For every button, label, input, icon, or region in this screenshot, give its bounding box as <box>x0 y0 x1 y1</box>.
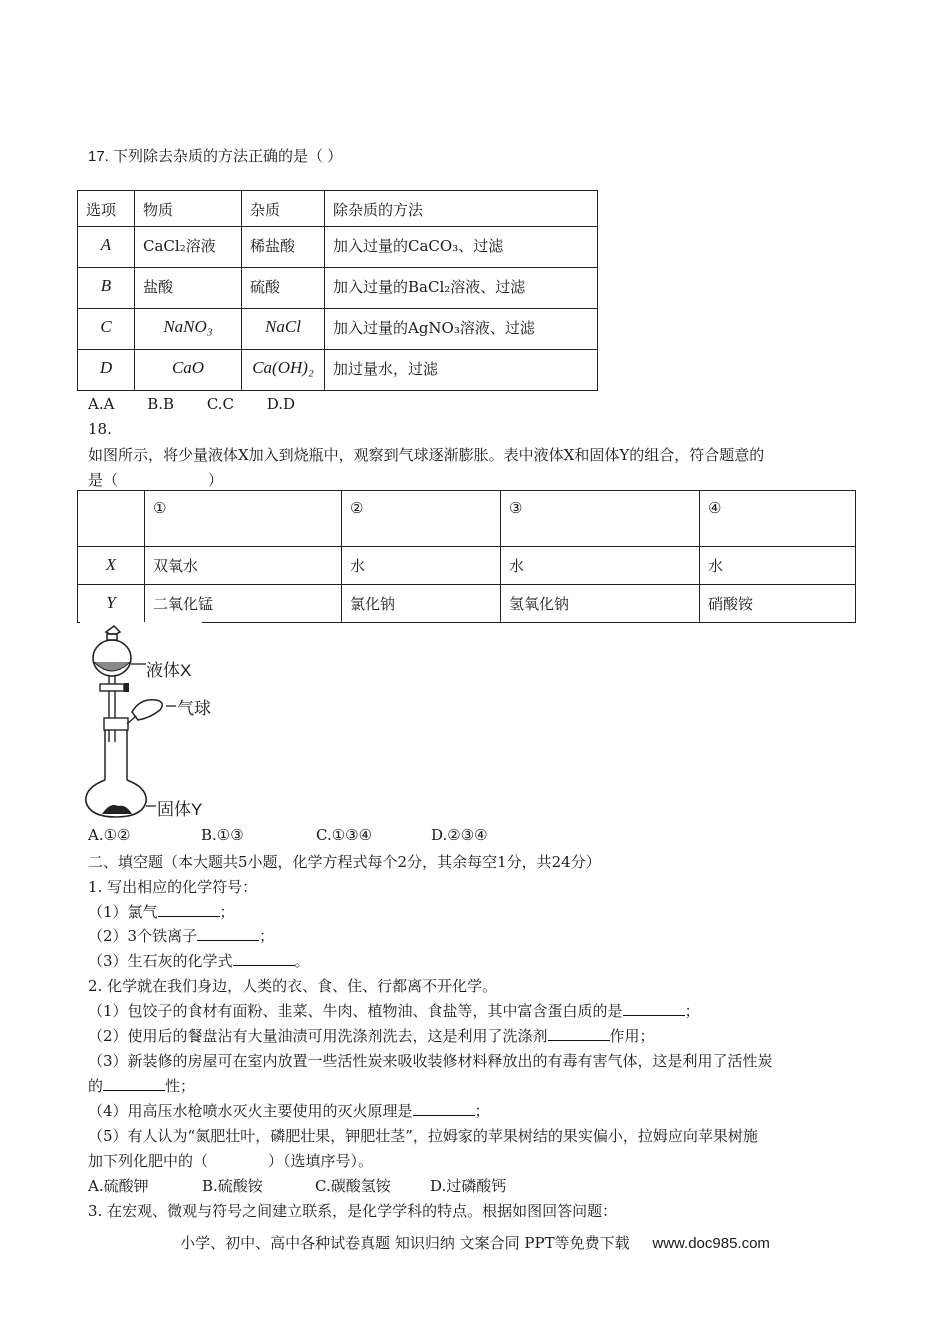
q2-part-text: （2）使用后的餐盘沾有大量油渍可用洗涤剂洗去，这是利用了洗涤剂 <box>88 1027 548 1045</box>
q17-option-cell: D <box>78 350 135 391</box>
choice-b[interactable]: B.①③ <box>201 826 244 844</box>
q2-part <box>88 1025 655 1046</box>
q18-number: 18. <box>88 420 112 438</box>
choice-a[interactable]: A.A <box>88 395 115 413</box>
q18-header-cell: ④ <box>700 491 856 547</box>
q18-row-label: Y <box>78 585 145 623</box>
choice-a[interactable]: A.①② <box>88 826 131 844</box>
q17-header-cell: 杂质 <box>242 191 325 227</box>
q1-item-tail: 。 <box>294 952 310 970</box>
table-row <box>78 268 598 309</box>
q2-part: （3）新装修的房屋可在室内放置一些活性炭来吸收装修材料释放出的有毒有害气体，这是利用了活性炭 <box>88 1052 773 1070</box>
footer-site-link[interactable]: www.doc985.com <box>652 1235 770 1252</box>
q2-part-text: 的 <box>88 1077 104 1095</box>
q3-stem: 3. 在宏观、微观与符号之间建立联系，是化学学科的特点。根据如图回答问题： <box>88 1202 618 1220</box>
q18-header-cell: ② <box>342 491 501 547</box>
q18-cell: 水 <box>342 547 501 585</box>
q17-substance-cell: 盐酸 <box>135 268 242 309</box>
q2-part-tail: ； <box>474 1102 490 1120</box>
q1-item-text: （1）氯气 <box>88 903 158 921</box>
label-balloon: 气球 <box>177 699 211 718</box>
q18-cell: 氢氧化钠 <box>501 585 700 623</box>
q18-stem-cont: 是（ ） <box>88 471 224 489</box>
answer-blank[interactable] <box>548 1026 610 1041</box>
q17-impurity-cell: NaCl <box>242 309 325 350</box>
table-row <box>78 547 856 585</box>
section-title: 二、填空题（本大题共5小题，化学方程式每个2分，其余每空1分，共24分） <box>88 853 601 871</box>
choice-a[interactable]: A.硫酸钾 <box>88 1177 149 1195</box>
q18-cell: 水 <box>700 547 856 585</box>
answer-blank[interactable] <box>103 1076 165 1091</box>
label-liquid-x: 液体X <box>146 661 192 680</box>
table-row <box>78 227 598 268</box>
q17-method-cell: 加过量水，过滤 <box>325 350 598 391</box>
q17-header-cell: 物质 <box>135 191 242 227</box>
choice-b[interactable]: B.硫酸铵 <box>202 1177 263 1195</box>
table-row <box>78 309 598 350</box>
q18-cell: 双氧水 <box>145 547 342 585</box>
q17-substance-cell: CaCl₂溶液 <box>135 227 242 268</box>
choice-d[interactable]: D.D <box>266 395 296 413</box>
q18-cell: 二氧化锰 <box>145 585 342 623</box>
q2-part <box>88 1075 195 1096</box>
choice-d[interactable]: D.②③④ <box>431 826 488 844</box>
choice-c[interactable]: C.①③④ <box>316 826 373 844</box>
choice-b[interactable]: B.B <box>147 395 175 413</box>
q17-header-cell: 除杂质的方法 <box>325 191 598 227</box>
answer-blank[interactable] <box>413 1101 475 1116</box>
q1-item <box>88 950 310 971</box>
q17-method-cell: 加入过量的CaCO₃、过滤 <box>325 227 598 268</box>
q1-item-tail: ； <box>259 927 275 945</box>
apparatus-figure <box>80 622 260 818</box>
q2-stem: 2. 化学就在我们身边，人类的衣、食、住、行都离不开化学。 <box>88 977 498 995</box>
q17-impurity-cell: Ca(OH)₂ <box>242 350 325 391</box>
q18-header-cell: ① <box>145 491 342 547</box>
q17-impurity-cell: 稀盐酸 <box>242 227 325 268</box>
q2-part-tail: 性； <box>165 1077 196 1095</box>
q1-item-text: （2）3个铁离子 <box>88 927 198 945</box>
q1-stem: 1. 写出相应的化学符号： <box>88 878 258 896</box>
answer-blank[interactable] <box>233 951 295 966</box>
q17-method-cell: 加入过量的AgNO₃溶液、过滤 <box>325 309 598 350</box>
q18-header-cell: ③ <box>501 491 700 547</box>
answer-blank[interactable] <box>197 926 259 941</box>
q18-cell: 硝酸铵 <box>700 585 856 623</box>
q17-method-cell: 加入过量的BaCl₂溶液、过滤 <box>325 268 598 309</box>
q17-option-cell: C <box>78 309 135 350</box>
q1-item-text: （3）生石灰的化学式 <box>88 952 233 970</box>
q1-item-tail: ； <box>219 903 235 921</box>
q2-part-text: （4）用高压水枪喷水灭火主要使用的灭火原理是 <box>88 1102 413 1120</box>
q17-impurity-cell: 硫酸 <box>242 268 325 309</box>
q17-choices <box>88 395 323 413</box>
q2-part: 加下列化肥中的（ ）（选填序号）。 <box>88 1152 374 1170</box>
answer-blank[interactable] <box>158 902 220 917</box>
q18-stem: 如图所示，将少量液体X加入到烧瓶中，观察到气球逐渐膨胀。表中液体X和固体Y的组合，符合题意的 <box>88 446 765 464</box>
q1-item <box>88 925 274 946</box>
footer-text: 小学、初中、高中各种试卷真题 知识归纳 文案合同 PPT等免费下载 <box>180 1234 630 1252</box>
table-row <box>78 350 598 391</box>
q17-header-cell: 选项 <box>78 191 135 227</box>
choice-d[interactable]: D.过磷酸钙 <box>430 1177 507 1195</box>
q18-header-cell <box>78 491 145 547</box>
q2-part: （5）有人认为“氮肥壮叶，磷肥壮果，钾肥壮茎”，拉姆家的苹果树结的果实偏小，拉姆应向苹果树施 <box>88 1127 758 1145</box>
q17-substance-cell: CaO <box>135 350 242 391</box>
q18-cell: 氯化钠 <box>342 585 501 623</box>
q17-substance-cell: NaNO₃ <box>135 309 242 350</box>
q18-row-label: X <box>78 547 145 585</box>
choice-c[interactable]: C.C <box>206 395 235 413</box>
q2-part-tail: 作用； <box>609 1027 655 1045</box>
table-row <box>78 585 856 623</box>
q18-table <box>77 490 856 623</box>
q2-part <box>88 1000 700 1021</box>
q17-option-cell: A <box>78 227 135 268</box>
q17-stem: 17. 下列除去杂质的方法正确的是（ ） <box>88 148 343 165</box>
q1-item <box>88 901 235 922</box>
q2-part-tail: ； <box>684 1002 700 1020</box>
label-solid-y: 固体Y <box>157 800 203 819</box>
choice-c[interactable]: C.碳酸氢铵 <box>315 1177 391 1195</box>
q17-table <box>77 190 598 391</box>
q2-part-text: （1）包饺子的食材有面粉、韭菜、牛肉、植物油、食盐等，其中富含蛋白质的是 <box>88 1002 623 1020</box>
answer-blank[interactable] <box>623 1001 685 1016</box>
page-footer <box>0 1232 950 1253</box>
q2-part <box>88 1100 490 1121</box>
q17-option-cell: B <box>78 268 135 309</box>
q18-cell: 水 <box>501 547 700 585</box>
